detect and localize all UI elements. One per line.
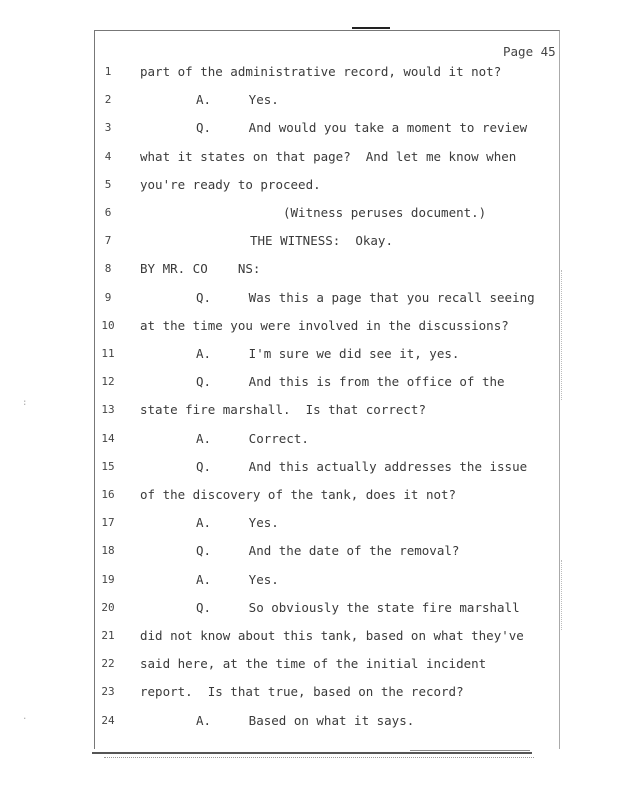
line-number: 22 (101, 657, 115, 671)
line-number: 12 (101, 375, 115, 389)
line-number: 7 (104, 234, 112, 248)
line-number: 16 (101, 488, 115, 501)
line-text: Q. Was this a page that you recall seeing (196, 289, 535, 305)
line-text: report. Is that true, based on the record? (140, 684, 464, 700)
line-number: 11 (101, 347, 115, 360)
line-number: 5 (104, 177, 112, 191)
line-text: you're ready to proceed. (140, 176, 321, 192)
line-text: said here, at the time of the initial incident (140, 656, 487, 672)
line-number: 8 (104, 262, 112, 276)
line-text: A. Yes. (196, 515, 279, 531)
transcript-line (0, 317, 619, 335)
bottom-rule (92, 752, 532, 754)
line-number: 13 (101, 403, 115, 417)
line-text: A. Yes. (196, 571, 279, 587)
line-text: what it states on that page? And let me know when (140, 148, 517, 164)
line-text: BY MR. CO NS: (140, 261, 261, 277)
line-number: 4 (104, 149, 112, 163)
line-text: Q. And this is from the office of the (196, 374, 505, 390)
transcript-line (0, 345, 619, 363)
line-text: A. Based on what it says. (196, 712, 415, 728)
line-number: 9 (104, 290, 112, 304)
scan-top-mark (352, 27, 390, 29)
line-text: Q. And this actually addresses the issue (196, 458, 528, 474)
line-number: 19 (101, 572, 115, 586)
transcript-line (0, 260, 619, 278)
line-number: 17 (101, 516, 115, 530)
line-number: 3 (104, 121, 112, 135)
line-number: 10 (101, 318, 115, 332)
scan-noise-line (104, 757, 534, 758)
transcript-line (0, 430, 619, 448)
transcript-line (0, 91, 619, 109)
line-number: 15 (101, 459, 115, 473)
transcript-line (0, 458, 619, 476)
transcript-line (0, 63, 619, 81)
line-text: A. Correct. (196, 430, 309, 446)
line-number: 6 (104, 206, 112, 219)
line-text: Q. And the date of the removal? (196, 543, 460, 559)
transcript-line (0, 176, 619, 194)
transcript-line (0, 542, 619, 560)
scan-margin-mark: . (22, 712, 28, 722)
line-text: part of the administrative record, would it not? (140, 64, 502, 79)
line-text: did not know about this tank, based on what they've (140, 628, 524, 643)
line-text: A. Yes. (196, 92, 279, 108)
transcript-line (0, 627, 619, 645)
line-number: 14 (101, 431, 115, 445)
transcript-line (0, 514, 619, 532)
line-text: at the time you were involved in the discussions? (140, 317, 509, 333)
line-number: 23 (101, 685, 115, 699)
line-number: 21 (101, 629, 115, 642)
transcript-line (0, 232, 619, 250)
transcript-line (0, 204, 619, 222)
transcript-line (0, 148, 619, 166)
transcript-line (0, 571, 619, 589)
bottom-rule (410, 750, 530, 751)
line-number: 20 (101, 600, 115, 614)
scan-margin-mark: : (22, 398, 28, 408)
line-text: of the discovery of the tank, does it not? (140, 487, 457, 502)
transcript-line (0, 683, 619, 701)
line-text: A. I'm sure we did see it, yes. (196, 346, 460, 361)
page-number: Page 45 (503, 44, 556, 59)
transcript-line (0, 119, 619, 137)
line-number: 1 (104, 65, 112, 78)
line-text: state fire marshall. Is that correct? (140, 402, 426, 418)
line-number: 18 (101, 544, 115, 558)
transcript-line (0, 289, 619, 307)
transcript-line (0, 599, 619, 617)
line-text: Q. And would you take a moment to review (196, 120, 528, 136)
line-text: Q. So obviously the state fire marshall (196, 599, 520, 615)
line-text: (Witness peruses document.) (283, 205, 487, 220)
transcript-line (0, 486, 619, 504)
transcript-line (0, 401, 619, 419)
line-number: 2 (104, 93, 112, 107)
transcript-line (0, 655, 619, 673)
transcript-line (0, 712, 619, 730)
transcript-line (0, 373, 619, 391)
line-text: THE WITNESS: Okay. (250, 233, 393, 249)
line-number: 24 (101, 713, 115, 727)
